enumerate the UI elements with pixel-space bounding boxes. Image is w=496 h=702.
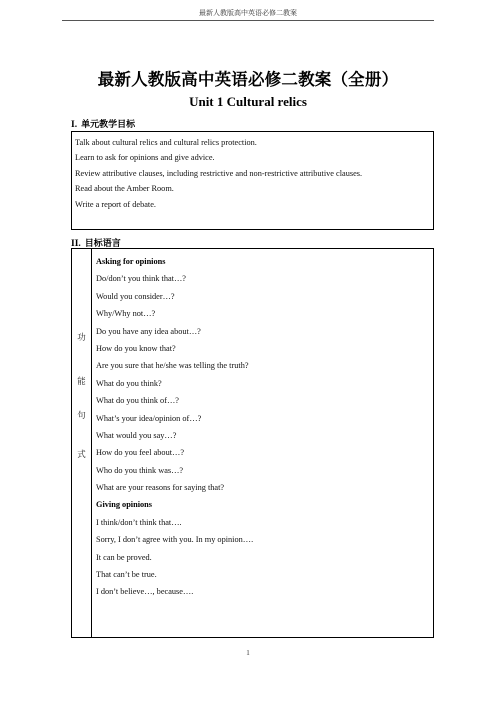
phrase-item: What would you say…? [96,430,177,440]
section-number: I. [71,120,78,130]
row-label-char: 能 [77,377,86,387]
function-label-cell [72,249,92,638]
row-label-char: 功 [77,333,86,343]
goal-item: Write a report of debate. [75,199,156,209]
asking-opinions-heading: Asking for opinions [96,257,166,266]
goal-item: Learn to ask for opinions and give advice. [75,153,215,163]
giving-opinions-heading: Giving opinions [96,500,153,510]
goal-item: Review attributive clauses, including restrictive and non-restrictive attributive clauses. [75,168,363,178]
phrase-item: Sorry, I don’t agree with you. In my opinion…. [96,535,254,545]
section-title: 单元教学目标 [81,120,136,130]
phrase-item: What’s your idea/opinion of…? [96,413,202,423]
goal-item: Talk about cultural relics and cultural relics protection. [75,138,257,147]
phrase-item: What do you think? [96,378,162,388]
goal-item: Read about the Amber Room. [75,184,174,194]
phrase-item: Would you consider…? [96,291,175,301]
phrase-item: What are your reasons for saying that? [96,483,225,493]
section-title: 目标语言 [84,239,121,249]
unit-title: Unit 1 Cultural relics [189,94,307,109]
phrase-item: That can’t be true. [96,570,157,580]
page-number: 1 [246,649,250,657]
running-header: 最新人教版高中英语必修二教案 [199,9,297,17]
phrase-item: Are you sure that he/she was telling the truth? [96,361,249,371]
section-number: II. [71,239,81,249]
header-rule [62,20,434,21]
teaching-goals-cell [72,132,434,230]
phrase-item: How do you feel about…? [96,448,185,458]
section-heading-goals [71,117,135,130]
phrase-item: Why/Why not…? [96,309,156,319]
teaching-goals-table [71,131,434,230]
phrase-item: It can be proved. [96,552,152,562]
row-label-char: 式 [77,450,86,460]
phrase-item: What do you think of…? [96,396,179,406]
phrase-item: I don’t believe…, because…. [96,587,194,597]
phrase-item: I think/don’t think that…. [96,517,182,527]
phrase-item: Do/don’t you think that…? [96,274,186,284]
row-label-char: 句 [77,411,86,421]
phrase-item: Who do you think was…? [96,465,184,475]
phrase-item: How do you know that? [96,343,176,353]
function-sentences-cell [92,249,434,638]
document-title: 最新人教版高中英语必修二教案（全册） [97,70,399,89]
target-language-table [71,248,434,638]
phrase-item: Do you have any idea about…? [96,326,201,336]
